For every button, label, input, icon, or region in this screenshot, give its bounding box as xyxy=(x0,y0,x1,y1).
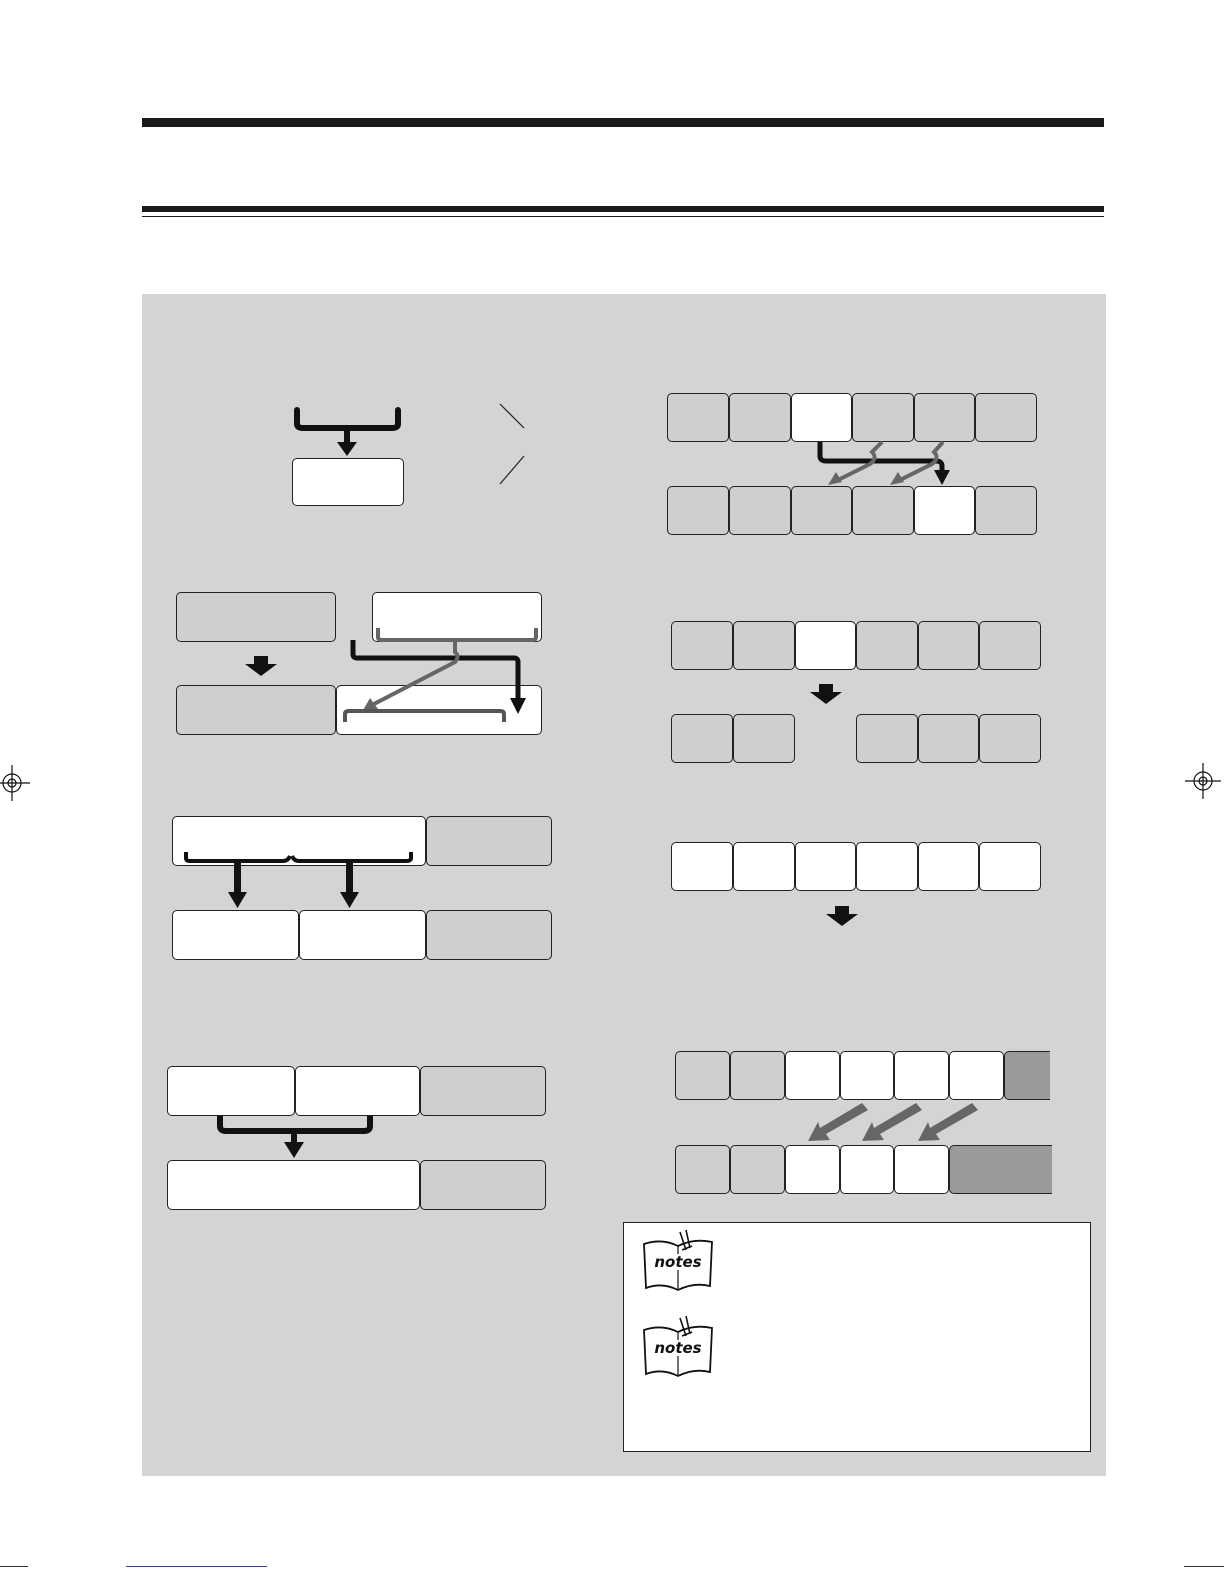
divide-arrow-b-stem xyxy=(346,862,353,894)
move-black-arrowhead xyxy=(510,698,526,714)
diagonal-line-lower xyxy=(500,456,524,484)
divide-arrow-a-stem xyxy=(234,862,241,894)
notes-label-1: notes xyxy=(648,1254,708,1270)
delete-all-down-arrow xyxy=(826,906,858,926)
registration-mark-left-icon xyxy=(0,765,30,801)
divide-arrow-b-head xyxy=(340,892,359,908)
merge-arrowhead xyxy=(337,442,357,456)
registration-mark-right-icon xyxy=(1185,763,1221,799)
diagonal-line-upper xyxy=(500,404,524,428)
join-arrowhead xyxy=(284,1142,304,1158)
source-bracket xyxy=(378,628,536,640)
destination-bracket xyxy=(345,711,504,722)
move-gray-path xyxy=(372,642,458,705)
join-brace xyxy=(220,1116,370,1131)
right-move-black-arrowhead xyxy=(934,470,950,485)
move-down-arrow xyxy=(245,656,277,676)
divide-arrow-a-head xyxy=(228,892,247,908)
merge-brace-arrow xyxy=(297,410,398,444)
notes-label-2: notes xyxy=(648,1340,708,1356)
delete-down-arrow xyxy=(810,684,842,704)
shift-arrows xyxy=(808,1103,978,1141)
divide-bracket-a xyxy=(186,852,290,861)
divide-bracket-b xyxy=(292,852,411,861)
